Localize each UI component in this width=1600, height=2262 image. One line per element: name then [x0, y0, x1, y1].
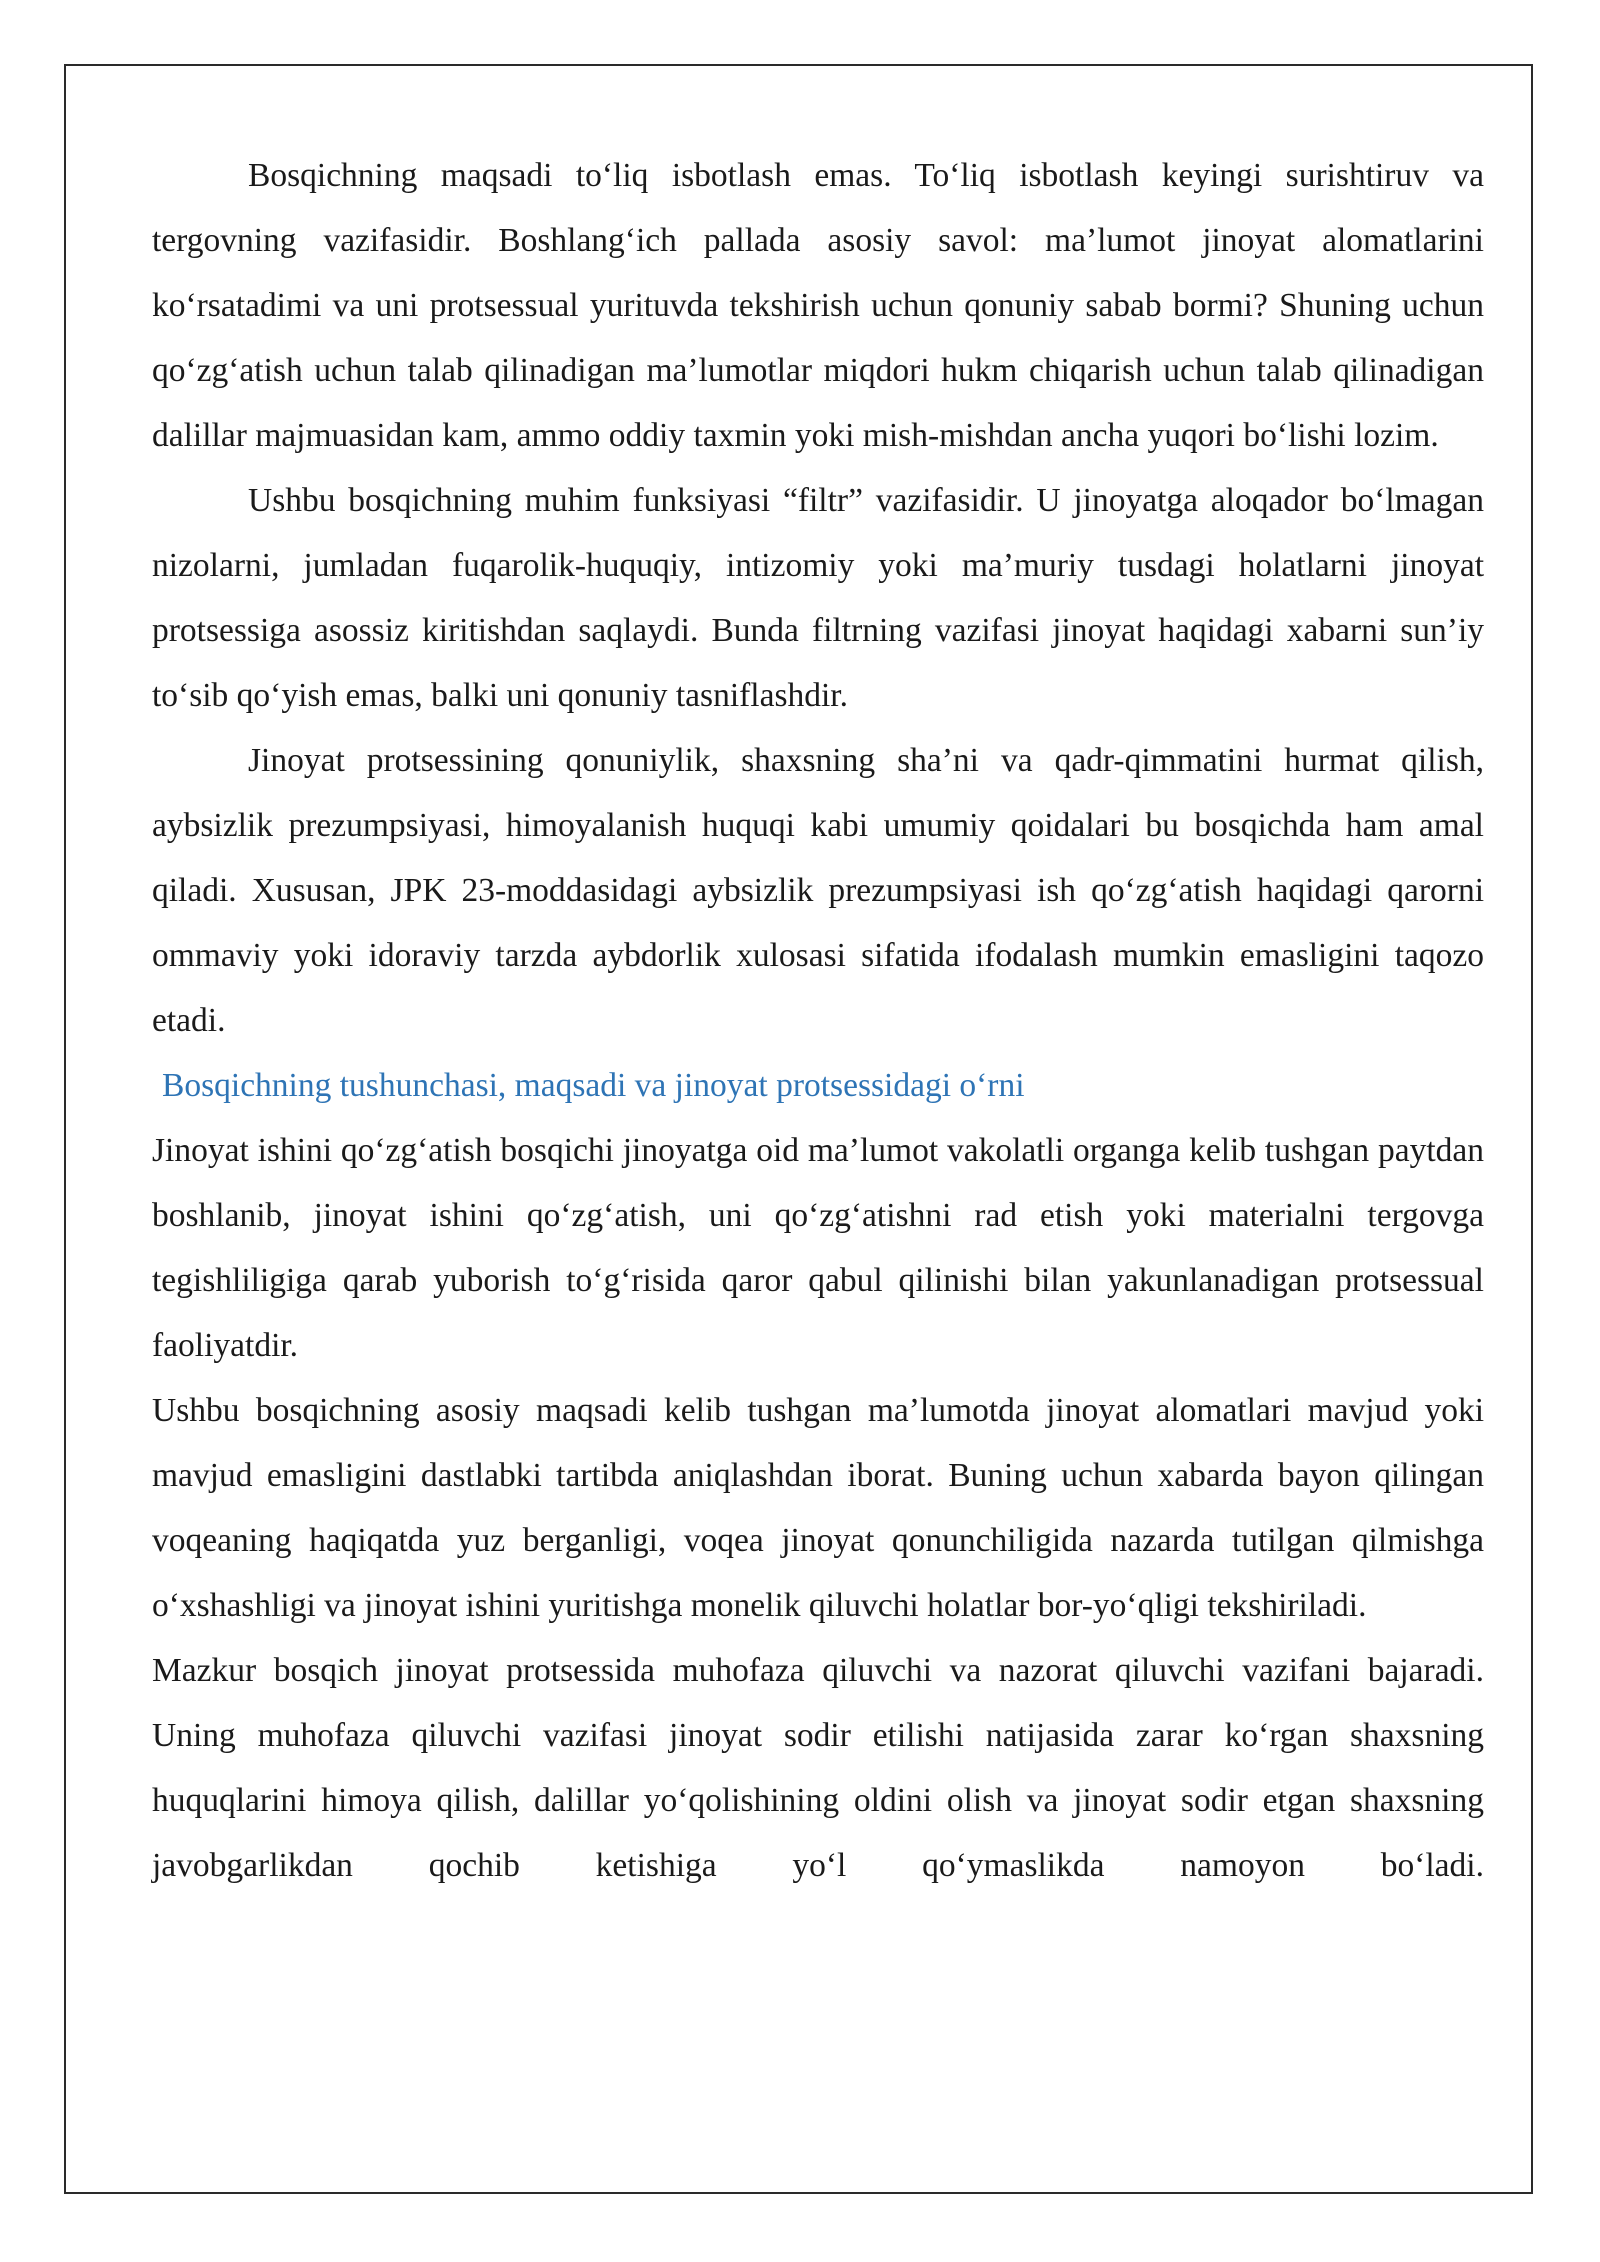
- body-paragraph: Ushbu bosqichning muhim funksiyasi “filtr” vazifasidir. U jinoyatga aloqador bo‘lmagan nizolarni, jumladan fuqarolik-huquqiy, intizomiy yoki ma’muriy tusdagi holatlarni jinoyat protsessiga asossiz kiritishdan saqlaydi. Bunda filtrning vazifasi jinoyat haqidagi xabarni sun’iy to‘sib qo‘yish emas, balki uni qonuniy tasniflashdir.: [152, 482, 1484, 714]
- body-paragraph: Bosqichning maqsadi to‘liq isbotlash emas. To‘liq isbotlash keyingi surishtiruv va tergovning vazifasidir. Boshlang‘ich pallada asosiy savol: ma’lumot jinoyat alomatlarini ko‘rsatadimi va uni protsessual yurituvda tekshirish uchun qonuniy sabab bormi? Shuning uchun qo‘zg‘atish uchun talab qilinadigan ma’lumotlar miqdori hukm chiqarish uchun talab qilinadigan dalillar majmuasidan kam, ammo oddiy taxmin yoki mish-mishdan ancha yuqori bo‘lishi lozim.: [152, 157, 1484, 454]
- body-paragraph: Jinoyat ishini qo‘zg‘atish bosqichi jinoyatga oid ma’lumot vakolatli organga kelib tushgan paytdan boshlanib, jinoyat ishini qo‘zg‘atish, uni qo‘zg‘atishni rad etish yoki materialni tergovga tegishliligiga qarab yuborish to‘g‘risida qaror qabul qilinishi bilan yakunlanadigan protsessual faoliyatdir.: [152, 1132, 1484, 1364]
- body-paragraph: Jinoyat protsessining qonuniylik, shaxsning sha’ni va qadr-qimmatini hurmat qilish, aybsizlik prezumpsiyasi, himoyalanish huquqi kabi umumiy qoidalari bu bosqichda ham amal qiladi. Xususan, JPK 23-moddasidagi aybsizlik prezumpsiyasi ish qo‘zg‘atish haqidagi qarorni ommaviy yoki idoraviy tarzda aybdorlik xulosasi sifatida ifodalash mumkin emasligini taqozo etadi.: [152, 742, 1484, 1039]
- section-heading: Bosqichning tushunchasi, maqsadi va jinoyat protsessidagi o‘rni: [162, 1067, 1025, 1104]
- document-body: [152, 143, 1484, 1898]
- body-paragraph: Mazkur bosqich jinoyat protsessida muhofaza qiluvchi va nazorat qiluvchi vazifani bajaradi. Uning muhofaza qiluvchi vazifasi jinoyat sodir etilishi natijasida zarar ko‘rgan shaxsning huquqlarini himoya qilish, dalillar yo‘qolishining oldini olish va jinoyat sodir etgan shaxsning javobgarlikdan qochib ketishiga yo‘l qo‘ymaslikda namoyon bo‘ladi.: [152, 1652, 1484, 1884]
- body-paragraph: Ushbu bosqichning asosiy maqsadi kelib tushgan ma’lumotda jinoyat alomatlari mavjud yoki mavjud emasligini dastlabki tartibda aniqlashdan iborat. Buning uchun xabarda bayon qilingan voqeaning haqiqatda yuz berganligi, voqea jinoyat qonunchiligida nazarda tutilgan qilmishga o‘xshashligi va jinoyat ishini yuritishga monelik qiluvchi holatlar bor-yo‘qligi tekshiriladi.: [152, 1392, 1484, 1624]
